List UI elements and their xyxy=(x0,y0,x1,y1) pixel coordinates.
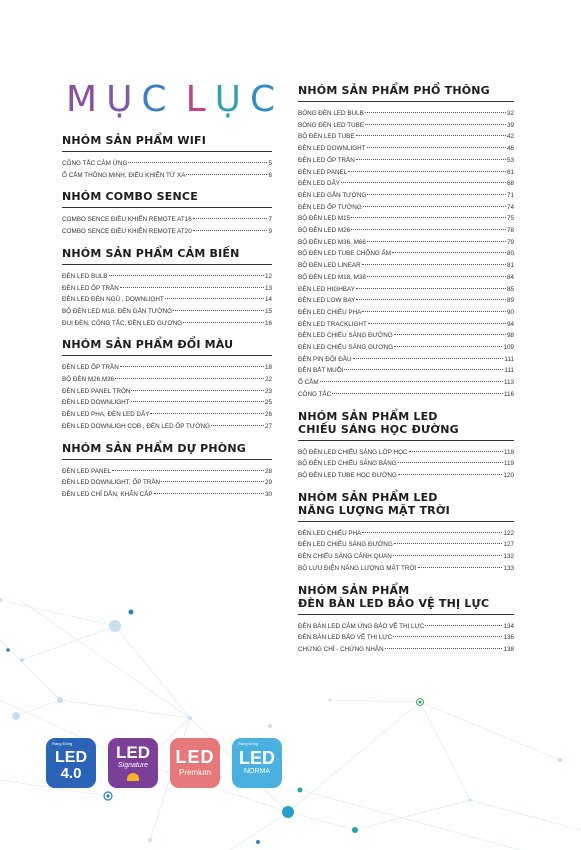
toc-entry-page: 68 xyxy=(506,180,514,188)
toc-entry[interactable] xyxy=(298,248,514,260)
toc-entry[interactable] xyxy=(298,354,514,366)
toc-entry-label: BỘ ĐÈN LED TUBE HỌC ĐƯỜNG xyxy=(298,471,397,479)
toc-entry-page: 5 xyxy=(268,160,272,167)
toc-entry[interactable] xyxy=(298,365,514,377)
toc-entry-label: ĐÈN BẮT MUỖI xyxy=(298,367,344,375)
toc-entry-page: 28 xyxy=(264,467,272,475)
leader-dots xyxy=(398,462,503,463)
toc-entry-label: COMBO SENCE ĐIỀU KHIỂN REMOTE AT20 xyxy=(62,228,192,236)
toc-entry[interactable] xyxy=(298,307,514,319)
toc-section xyxy=(62,338,272,432)
leader-dots xyxy=(353,358,504,359)
leader-dots xyxy=(193,218,268,219)
toc-entry-label: BỘ ĐÈN LED M18, ĐÈN GẮN TƯỜNG xyxy=(62,307,173,315)
toc-entry[interactable] xyxy=(298,539,514,551)
toc-entry[interactable] xyxy=(298,272,514,284)
right-column xyxy=(298,84,514,665)
toc-entry[interactable] xyxy=(62,362,272,374)
toc-entry-page: 7 xyxy=(268,216,272,224)
toc-entry-label: ĐÈN LED CHIẾU PHA xyxy=(298,308,362,316)
toc-entry[interactable] xyxy=(298,178,514,190)
toc-entry[interactable] xyxy=(298,213,514,225)
toc-entry[interactable] xyxy=(62,170,272,182)
toc-entry-page: 111 xyxy=(504,367,514,375)
leader-dots xyxy=(362,532,502,533)
toc-entry-page: 119 xyxy=(503,460,514,468)
leader-dots xyxy=(394,543,503,544)
leader-dots xyxy=(393,555,503,556)
toc-entry-page: 78 xyxy=(506,227,514,235)
toc-entry-page: 16 xyxy=(264,319,272,327)
toc-entry[interactable] xyxy=(298,389,514,401)
toc-entry-page: 13 xyxy=(264,284,272,292)
toc-entry-label: ĐÈN BÀN LED CẢM ỨNG BẢO VỆ THỊ LỰC xyxy=(298,622,425,630)
leader-dots xyxy=(393,636,502,637)
toc-entry-label: BỘ ĐÈN LED M18, M38 xyxy=(298,273,366,281)
toc-entry-label: ĐÈN LED DOWNLIGHT, ỐP TRẦN xyxy=(62,479,161,487)
toc-entry[interactable] xyxy=(298,131,514,143)
toc-entry[interactable] xyxy=(62,318,272,330)
toc-entry-label: ĐÈN LED ĐÈN NGỦ , DOWNLIGHT xyxy=(62,296,164,304)
section-title: NHÓM SẢN PHẨM LED CHIẾU SÁNG HỌC ĐƯỜNG xyxy=(298,410,514,441)
toc-entry-label: ĐÈN LED CHIẾU SÁNG GƯƠNG xyxy=(298,344,394,352)
section-title: NHÓM COMBO SENCE xyxy=(62,190,272,208)
toc-entry-page: 25 xyxy=(264,399,272,407)
logo-led-text: LED xyxy=(175,747,215,767)
toc-entry-page: 46 xyxy=(506,145,514,153)
toc-entry[interactable] xyxy=(298,225,514,237)
toc-section xyxy=(62,134,272,181)
toc-entry-page: 81 xyxy=(506,262,514,270)
toc-entry-page: 94 xyxy=(506,320,514,328)
toc-section xyxy=(62,247,272,330)
section-title: NHÓM SẢN PHẨM ĐÈN BÀN LED BẢO VỆ THỊ LỰC xyxy=(298,584,514,615)
toc-entry-label: CÔNG TẮC xyxy=(298,390,332,398)
leader-dots xyxy=(120,366,264,367)
toc-entry-label: BỘ ĐÈN LED TUBE CHỐNG ẨM xyxy=(298,250,391,258)
toc-entry[interactable] xyxy=(298,563,514,575)
leader-dots xyxy=(186,174,267,175)
logo-sub-text: Signature xyxy=(118,762,148,769)
leader-dots xyxy=(193,230,268,231)
toc-entry[interactable] xyxy=(298,155,514,167)
leader-dots xyxy=(409,451,503,452)
toc-entry-label: ĐÈN LED DOWNLIGHT xyxy=(62,399,130,407)
toc-entry[interactable] xyxy=(298,377,514,389)
toc-entry-label: BỘ ĐÈN LED CHIẾU SÁNG LỚP HỌC xyxy=(298,448,408,456)
title-letter: L xyxy=(185,79,215,120)
toc-entry-label: COMBO SENCE ĐIỀU KHIỂN REMOTE AT16 xyxy=(62,216,192,224)
toc-entry[interactable] xyxy=(298,447,514,459)
leader-dots xyxy=(385,648,503,649)
title-letter: C xyxy=(141,79,176,120)
toc-entry-label: ĐÈN LED DÂY xyxy=(298,180,340,188)
toc-entry[interactable] xyxy=(62,409,272,421)
logo-sub-text: 4.0 xyxy=(60,765,82,782)
toc-entry-label: ĐÈN LED CHIẾU SÁNG ĐƯỜNG xyxy=(298,332,393,340)
leader-dots xyxy=(425,625,502,626)
leader-dots xyxy=(365,124,506,125)
toc-entry[interactable] xyxy=(62,271,272,283)
toc-entry[interactable] xyxy=(62,477,272,489)
leader-dots xyxy=(362,264,506,265)
toc-entry[interactable] xyxy=(298,120,514,132)
section-title: NHÓM SẢN PHẨM ĐỔI MÀU xyxy=(62,338,272,356)
toc-entry-page: 113 xyxy=(503,379,514,387)
toc-entry-label: BỘ ĐÈN LED M26 xyxy=(298,227,351,235)
title-letter: Ụ xyxy=(214,79,250,120)
toc-entry-page: 22 xyxy=(264,376,272,384)
toc-entry[interactable] xyxy=(298,284,514,296)
leader-dots xyxy=(394,334,506,335)
toc-entry-page: 42 xyxy=(506,133,514,141)
toc-section xyxy=(298,584,514,656)
toc-section xyxy=(298,84,514,401)
logo-brand-text: Rạng Đông xyxy=(52,741,73,746)
toc-entry-page: 12 xyxy=(264,272,272,280)
toc-entry-page: 132 xyxy=(503,553,514,561)
toc-entry[interactable] xyxy=(298,470,514,482)
toc-entry-label: ĐÈN LED PHA, ĐÈN LED DÂY xyxy=(62,411,150,419)
toc-entry-page: 80 xyxy=(506,250,514,258)
toc-entry-label: CHỨNG CHỈ - CHỨNG NHẬN xyxy=(298,645,384,653)
toc-entry-page: 89 xyxy=(506,297,514,305)
leader-dots xyxy=(128,162,267,163)
toc-entry-page: 26 xyxy=(264,411,272,419)
leader-dots xyxy=(367,194,506,195)
toc-entry-page: 134 xyxy=(503,622,514,630)
toc-entry-label: ĐÈN LED PANEL xyxy=(62,467,112,475)
toc-entry-page: 136 xyxy=(503,634,514,642)
leader-dots xyxy=(165,298,264,299)
toc-section xyxy=(298,491,514,575)
toc-entry-page: 90 xyxy=(506,308,514,316)
toc-entry-page: 84 xyxy=(506,273,514,281)
toc-section xyxy=(62,190,272,237)
leader-dots xyxy=(351,229,506,230)
toc-entry[interactable] xyxy=(298,621,514,633)
toc-entry-page: 23 xyxy=(264,387,272,395)
toc-entry-label: ĐÈN LED CHỈ DẪN, KHẨN CẤP xyxy=(62,490,153,498)
toc-entry-page: 109 xyxy=(503,344,514,352)
leader-dots xyxy=(115,378,264,379)
toc-section xyxy=(298,410,514,482)
toc-entry[interactable] xyxy=(62,421,272,433)
toc-entry[interactable] xyxy=(298,319,514,331)
section-title: NHÓM SẢN PHẨM WIFI xyxy=(62,134,272,152)
toc-entry-label: ĐÈN LED ỐP TRẦN xyxy=(62,364,119,372)
sun-icon xyxy=(127,773,139,781)
toc-entry-label: BÓNG ĐÈN LED BULB xyxy=(298,110,364,117)
toc-entry-label: ĐÈN LED TRACKLIGHT xyxy=(298,320,367,328)
title-letter: C xyxy=(249,79,285,120)
toc-entry-label: ĐÈN LED ỐP TRẦN xyxy=(62,284,119,292)
toc-entry-page: 32 xyxy=(506,110,514,117)
toc-entry-page: 61 xyxy=(506,168,514,176)
toc-entry[interactable] xyxy=(298,237,514,249)
toc-entry-label: ĐÈN LED BULB xyxy=(62,272,108,280)
toc-entry[interactable] xyxy=(62,226,272,238)
logo-led-text: LED xyxy=(116,743,150,762)
toc-entry[interactable] xyxy=(298,632,514,644)
toc-entry-label: BÓNG ĐÈN LED TUBE xyxy=(298,121,365,129)
leader-dots xyxy=(367,241,506,242)
toc-entry-label: ĐÈN LED ỐP TƯỜNG xyxy=(298,203,362,211)
toc-entry[interactable] xyxy=(62,374,272,386)
toc-entry-page: 127 xyxy=(503,541,514,549)
leader-dots xyxy=(418,567,503,568)
toc-entry[interactable] xyxy=(62,306,272,318)
toc-entry-page: 27 xyxy=(264,422,272,430)
logo-sub-text: Premium xyxy=(178,768,211,777)
title-letter xyxy=(176,80,186,120)
toc-entry[interactable] xyxy=(62,397,272,409)
toc-entry[interactable] xyxy=(298,295,514,307)
leader-dots xyxy=(356,135,506,136)
toc-entry-page: 39 xyxy=(506,121,514,129)
toc-entry-label: BỘ ĐÈN LED M36, M66 xyxy=(298,238,366,246)
logo-led-signature xyxy=(108,738,158,788)
title-letter: Ụ xyxy=(106,79,142,120)
toc-entry[interactable] xyxy=(298,108,514,120)
leader-dots xyxy=(320,381,503,382)
toc-entry[interactable] xyxy=(298,202,514,214)
toc-entry-page: 53 xyxy=(506,156,514,164)
toc-entry-page: 138 xyxy=(503,645,514,653)
leader-dots xyxy=(367,147,506,148)
toc-entry[interactable] xyxy=(62,283,272,295)
toc-entry-label: BỘ LƯU ĐIỆN NĂNG LƯỢNG MẶT TRỜI xyxy=(298,564,417,572)
toc-entry-page: 29 xyxy=(264,479,272,487)
toc-entry-label: ĐÈN PIN ĐỘI ĐẦU xyxy=(298,355,352,363)
toc-entry-page: 75 xyxy=(506,215,514,223)
leader-dots xyxy=(356,159,506,160)
toc-entry[interactable] xyxy=(298,458,514,470)
leader-dots xyxy=(392,252,506,253)
logo-led-premium xyxy=(170,738,220,788)
section-title: NHÓM SẢN PHẨM CẢM BIẾN xyxy=(62,247,272,265)
leader-dots xyxy=(173,310,264,311)
toc-entry-page: 98 xyxy=(506,332,514,340)
toc-entry-page: 18 xyxy=(264,364,272,372)
logo-led-text: LED xyxy=(55,749,87,766)
leader-dots xyxy=(341,182,506,183)
toc-entry-label: ĐÈN LED HIGHBAY xyxy=(298,285,355,293)
toc-entry[interactable] xyxy=(298,330,514,342)
toc-entry[interactable] xyxy=(298,342,514,354)
leader-dots xyxy=(183,322,264,323)
toc-entry-label: CÔNG TẮC CẢM ỨNG xyxy=(62,160,128,167)
leader-dots xyxy=(344,369,503,370)
toc-entry-label: BỘ ĐÈN LED LINEAR xyxy=(298,262,361,270)
toc-entry-page: 74 xyxy=(506,203,514,211)
toc-entry-page: 116 xyxy=(503,390,514,398)
toc-entry-page: 6 xyxy=(268,171,272,179)
title-letter: M xyxy=(66,79,107,120)
logo-led-norma xyxy=(232,738,282,788)
toc-entry-label: BỘ ĐÈN LED TUBE xyxy=(298,133,355,141)
toc-entry-label: ĐÈN LED PANEL xyxy=(298,168,348,176)
toc-entry[interactable] xyxy=(298,260,514,272)
leader-dots xyxy=(367,276,506,277)
toc-entry-label: ĐUI ĐÈN, CÔNG TẮC, ĐÈN LED GƯƠNG xyxy=(62,319,183,327)
toc-entry[interactable] xyxy=(62,158,272,170)
toc-entry-page: 30 xyxy=(264,490,272,498)
leader-dots xyxy=(150,413,264,414)
toc-entry-page: 133 xyxy=(503,564,514,572)
toc-entry-label: ĐÈN LED CHIẾU PHA xyxy=(298,529,362,537)
toc-entry-page: 71 xyxy=(506,191,514,199)
leader-dots xyxy=(394,346,502,347)
toc-entry-label: Ổ CẮM xyxy=(298,379,319,387)
logo-led-4-0 xyxy=(46,738,96,788)
toc-entry[interactable] xyxy=(298,190,514,202)
toc-entry-label: BỘ ĐÈN M26,M36 xyxy=(62,376,115,384)
leader-dots xyxy=(161,481,264,482)
toc-entry-page: 15 xyxy=(264,307,272,315)
leader-dots xyxy=(109,275,264,276)
toc-entry-label: BỘ ĐÈN LED M15 xyxy=(298,215,351,223)
toc-entry-page: 122 xyxy=(503,529,514,537)
toc-entry-label: ĐÈN LED LOW BAY xyxy=(298,297,356,305)
leader-dots xyxy=(356,299,506,300)
toc-entry-label: ĐÈN LED PANEL TRÒN xyxy=(62,387,131,395)
toc-entry[interactable] xyxy=(62,489,272,501)
toc-entry[interactable] xyxy=(298,143,514,155)
leader-dots xyxy=(363,206,506,207)
toc-entry-page: 79 xyxy=(506,238,514,246)
leader-dots xyxy=(398,474,503,475)
toc-section xyxy=(62,442,272,501)
logo-led-text: LED xyxy=(239,748,275,768)
left-column xyxy=(62,134,272,510)
toc-entry-page: 9 xyxy=(268,228,272,236)
toc-entry-label: Ổ CẮM THÔNG MINH, ĐIỀU KHIỂN TỪ XA xyxy=(62,171,186,179)
logo-brand-text: Rạng Đông xyxy=(238,741,259,746)
toc-entry-label: ĐÈN LED DOWNLIGHT xyxy=(298,145,366,153)
toc-entry-label: ĐÈN LED DOWNLIGH COB , ĐÈN LED ỐP TƯỜNG xyxy=(62,422,211,430)
toc-entry-page: 14 xyxy=(264,296,272,304)
toc-entry[interactable] xyxy=(62,466,272,478)
toc-entry-label: ĐÈN BÀN LED BẢO VỆ THỊ LỰC xyxy=(298,634,393,642)
leader-dots xyxy=(131,401,264,402)
toc-entry-page: 118 xyxy=(503,448,514,456)
toc-entry-label: ĐÈN LED ỐP TRẦN xyxy=(298,156,355,164)
logo-sub-text: NORMA xyxy=(243,768,271,775)
toc-entry-label: ĐÈN LED CHIẾU SÁNG ĐƯỜNG xyxy=(298,541,393,549)
leader-dots xyxy=(332,393,503,394)
toc-entry[interactable] xyxy=(62,294,272,306)
toc-entry-label: ĐÈN LED GẮN TƯỜNG xyxy=(298,191,367,199)
toc-entry[interactable] xyxy=(298,551,514,563)
toc-entry-page: 111 xyxy=(504,355,514,363)
toc-entry-page: 85 xyxy=(506,285,514,293)
leader-dots xyxy=(356,288,506,289)
toc-entry-label: ĐÈN CHIẾU SÁNG CẢNH QUAN xyxy=(298,553,392,561)
page-title xyxy=(66,80,284,120)
leader-dots xyxy=(362,311,506,312)
leader-dots xyxy=(112,470,264,471)
leader-dots xyxy=(351,217,506,218)
toc-entry[interactable] xyxy=(298,167,514,179)
toc-entry[interactable] xyxy=(298,644,514,656)
leader-dots xyxy=(120,287,264,288)
leader-dots xyxy=(211,425,264,426)
toc-entry[interactable] xyxy=(62,386,272,398)
toc-entry[interactable] xyxy=(298,528,514,540)
leader-dots xyxy=(131,390,264,391)
section-title: NHÓM SẢN PHẨM DỰ PHÒNG xyxy=(62,442,272,460)
leader-dots xyxy=(348,171,506,172)
toc-entry[interactable] xyxy=(62,214,272,226)
toc-entry-label: BỘ ĐÈN LED CHIẾU SÁNG BẢNG xyxy=(298,460,397,468)
toc-entry-page: 120 xyxy=(503,471,514,479)
leader-dots xyxy=(154,493,264,494)
leader-dots xyxy=(365,112,506,113)
section-title: NHÓM SẢN PHẨM PHỔ THÔNG xyxy=(298,84,514,102)
section-title: NHÓM SẢN PHẨM LED NĂNG LƯỢNG MẶT TRỜI xyxy=(298,491,514,522)
leader-dots xyxy=(368,323,506,324)
